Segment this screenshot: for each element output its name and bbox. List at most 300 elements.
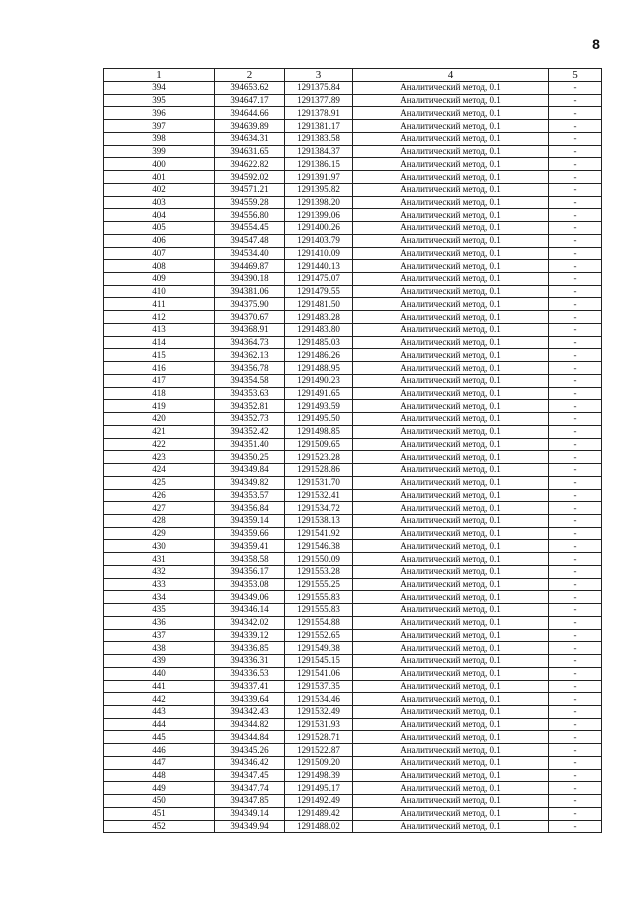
method-cell: Аналитический метод, 0.1 bbox=[353, 693, 549, 706]
y-coordinate-cell: 1291488.02 bbox=[285, 820, 353, 833]
table-row bbox=[104, 132, 602, 145]
y-coordinate-cell: 1291531.70 bbox=[285, 476, 353, 489]
point-number-cell: 430 bbox=[104, 540, 215, 553]
y-coordinate-cell: 1291555.83 bbox=[285, 591, 353, 604]
method-cell: Аналитический метод, 0.1 bbox=[353, 120, 549, 133]
method-cell: Аналитический метод, 0.1 bbox=[353, 171, 549, 184]
description-cell: - bbox=[549, 323, 602, 336]
point-number-cell: 414 bbox=[104, 336, 215, 349]
point-number-cell: 429 bbox=[104, 527, 215, 540]
method-cell: Аналитический метод, 0.1 bbox=[353, 744, 549, 757]
table-row bbox=[104, 234, 602, 247]
table-row bbox=[104, 731, 602, 744]
table-row bbox=[104, 476, 602, 489]
description-cell: - bbox=[549, 769, 602, 782]
description-cell: - bbox=[549, 705, 602, 718]
method-cell: Аналитический метод, 0.1 bbox=[353, 82, 549, 95]
y-coordinate-cell: 1291400.26 bbox=[285, 222, 353, 235]
x-coordinate-cell: 394356.84 bbox=[215, 502, 285, 515]
point-number-cell: 415 bbox=[104, 349, 215, 362]
y-coordinate-cell: 1291398.20 bbox=[285, 196, 353, 209]
y-coordinate-cell: 1291534.72 bbox=[285, 502, 353, 515]
point-number-cell: 439 bbox=[104, 655, 215, 668]
method-cell: Аналитический метод, 0.1 bbox=[353, 107, 549, 120]
x-coordinate-cell: 394592.02 bbox=[215, 171, 285, 184]
x-coordinate-cell: 394337.41 bbox=[215, 680, 285, 693]
table-row bbox=[104, 145, 602, 158]
method-cell: Аналитический метод, 0.1 bbox=[353, 285, 549, 298]
table-body bbox=[104, 82, 602, 833]
x-coordinate-cell: 394556.80 bbox=[215, 209, 285, 222]
method-cell: Аналитический метод, 0.1 bbox=[353, 820, 549, 833]
table-row bbox=[104, 171, 602, 184]
y-coordinate-cell: 1291479.55 bbox=[285, 285, 353, 298]
method-cell: Аналитический метод, 0.1 bbox=[353, 94, 549, 107]
point-number-cell: 440 bbox=[104, 667, 215, 680]
method-cell: Аналитический метод, 0.1 bbox=[353, 540, 549, 553]
y-coordinate-cell: 1291495.50 bbox=[285, 413, 353, 426]
table-row bbox=[104, 438, 602, 451]
point-number-cell: 408 bbox=[104, 260, 215, 273]
y-coordinate-cell: 1291384.37 bbox=[285, 145, 353, 158]
table-row bbox=[104, 489, 602, 502]
table-row bbox=[104, 604, 602, 617]
table-row bbox=[104, 362, 602, 375]
description-cell: - bbox=[549, 731, 602, 744]
point-number-cell: 394 bbox=[104, 82, 215, 95]
x-coordinate-cell: 394634.31 bbox=[215, 132, 285, 145]
y-coordinate-cell: 1291475.07 bbox=[285, 273, 353, 286]
description-cell: - bbox=[549, 667, 602, 680]
x-coordinate-cell: 394336.85 bbox=[215, 642, 285, 655]
point-number-cell: 405 bbox=[104, 222, 215, 235]
point-number-cell: 436 bbox=[104, 616, 215, 629]
table-row bbox=[104, 502, 602, 515]
point-number-cell: 444 bbox=[104, 718, 215, 731]
x-coordinate-cell: 394344.84 bbox=[215, 731, 285, 744]
point-number-cell: 413 bbox=[104, 323, 215, 336]
method-cell: Аналитический метод, 0.1 bbox=[353, 553, 549, 566]
y-coordinate-cell: 1291378.91 bbox=[285, 107, 353, 120]
table-row bbox=[104, 527, 602, 540]
method-cell: Аналитический метод, 0.1 bbox=[353, 349, 549, 362]
y-coordinate-cell: 1291550.09 bbox=[285, 553, 353, 566]
point-number-cell: 418 bbox=[104, 387, 215, 400]
description-cell: - bbox=[549, 374, 602, 387]
table-row bbox=[104, 107, 602, 120]
x-coordinate-cell: 394358.58 bbox=[215, 553, 285, 566]
header-row bbox=[104, 69, 602, 82]
y-coordinate-cell: 1291391.97 bbox=[285, 171, 353, 184]
description-cell: - bbox=[549, 145, 602, 158]
table-row bbox=[104, 553, 602, 566]
description-cell: - bbox=[549, 158, 602, 171]
x-coordinate-cell: 394336.53 bbox=[215, 667, 285, 680]
x-coordinate-cell: 394347.85 bbox=[215, 795, 285, 808]
description-cell: - bbox=[549, 387, 602, 400]
x-coordinate-cell: 394342.02 bbox=[215, 616, 285, 629]
x-coordinate-cell: 394336.31 bbox=[215, 655, 285, 668]
y-coordinate-cell: 1291553.28 bbox=[285, 565, 353, 578]
y-coordinate-cell: 1291538.13 bbox=[285, 514, 353, 527]
method-cell: Аналитический метод, 0.1 bbox=[353, 438, 549, 451]
method-cell: Аналитический метод, 0.1 bbox=[353, 667, 549, 680]
y-coordinate-cell: 1291534.46 bbox=[285, 693, 353, 706]
y-coordinate-cell: 1291492.49 bbox=[285, 795, 353, 808]
description-cell: - bbox=[549, 464, 602, 477]
point-number-cell: 425 bbox=[104, 476, 215, 489]
table-row bbox=[104, 311, 602, 324]
table-row bbox=[104, 642, 602, 655]
table-row bbox=[104, 183, 602, 196]
point-number-cell: 397 bbox=[104, 120, 215, 133]
x-coordinate-cell: 394390.18 bbox=[215, 273, 285, 286]
y-coordinate-cell: 1291399.06 bbox=[285, 209, 353, 222]
x-coordinate-cell: 394349.82 bbox=[215, 476, 285, 489]
x-coordinate-cell: 394339.64 bbox=[215, 693, 285, 706]
y-coordinate-cell: 1291486.26 bbox=[285, 349, 353, 362]
method-cell: Аналитический метод, 0.1 bbox=[353, 591, 549, 604]
table-row bbox=[104, 285, 602, 298]
y-coordinate-cell: 1291381.17 bbox=[285, 120, 353, 133]
description-cell: - bbox=[549, 107, 602, 120]
description-cell: - bbox=[549, 120, 602, 133]
method-cell: Аналитический метод, 0.1 bbox=[353, 731, 549, 744]
description-cell: - bbox=[549, 807, 602, 820]
table-row bbox=[104, 451, 602, 464]
y-coordinate-cell: 1291509.20 bbox=[285, 756, 353, 769]
table-row bbox=[104, 680, 602, 693]
method-cell: Аналитический метод, 0.1 bbox=[353, 336, 549, 349]
table-row bbox=[104, 413, 602, 426]
table-row bbox=[104, 616, 602, 629]
table-row bbox=[104, 629, 602, 642]
table-row bbox=[104, 298, 602, 311]
x-coordinate-cell: 394359.14 bbox=[215, 514, 285, 527]
point-number-cell: 443 bbox=[104, 705, 215, 718]
x-coordinate-cell: 394571.21 bbox=[215, 183, 285, 196]
y-coordinate-cell: 1291541.06 bbox=[285, 667, 353, 680]
point-number-cell: 442 bbox=[104, 693, 215, 706]
table-row bbox=[104, 693, 602, 706]
description-cell: - bbox=[549, 82, 602, 95]
point-number-cell: 451 bbox=[104, 807, 215, 820]
description-cell: - bbox=[549, 502, 602, 515]
y-coordinate-cell: 1291537.35 bbox=[285, 680, 353, 693]
description-cell: - bbox=[549, 451, 602, 464]
x-coordinate-cell: 394559.28 bbox=[215, 196, 285, 209]
method-cell: Аналитический метод, 0.1 bbox=[353, 400, 549, 413]
method-cell: Аналитический метод, 0.1 bbox=[353, 260, 549, 273]
table-row bbox=[104, 820, 602, 833]
point-number-cell: 416 bbox=[104, 362, 215, 375]
description-cell: - bbox=[549, 527, 602, 540]
point-number-cell: 431 bbox=[104, 553, 215, 566]
table-row bbox=[104, 578, 602, 591]
point-number-cell: 448 bbox=[104, 769, 215, 782]
x-coordinate-cell: 394339.12 bbox=[215, 629, 285, 642]
description-cell: - bbox=[549, 476, 602, 489]
y-coordinate-cell: 1291403.79 bbox=[285, 234, 353, 247]
point-number-cell: 417 bbox=[104, 374, 215, 387]
method-cell: Аналитический метод, 0.1 bbox=[353, 680, 549, 693]
point-number-cell: 434 bbox=[104, 591, 215, 604]
y-coordinate-cell: 1291555.25 bbox=[285, 578, 353, 591]
y-coordinate-cell: 1291532.49 bbox=[285, 705, 353, 718]
x-coordinate-cell: 394352.42 bbox=[215, 425, 285, 438]
description-cell: - bbox=[549, 438, 602, 451]
method-cell: Аналитический метод, 0.1 bbox=[353, 387, 549, 400]
method-cell: Аналитический метод, 0.1 bbox=[353, 362, 549, 375]
point-number-cell: 420 bbox=[104, 413, 215, 426]
x-coordinate-cell: 394345.26 bbox=[215, 744, 285, 757]
table-row bbox=[104, 425, 602, 438]
table-row bbox=[104, 82, 602, 95]
y-coordinate-cell: 1291528.71 bbox=[285, 731, 353, 744]
method-cell: Аналитический метод, 0.1 bbox=[353, 273, 549, 286]
description-cell: - bbox=[549, 222, 602, 235]
point-number-cell: 447 bbox=[104, 756, 215, 769]
x-coordinate-cell: 394359.66 bbox=[215, 527, 285, 540]
table-row bbox=[104, 655, 602, 668]
point-number-cell: 419 bbox=[104, 400, 215, 413]
description-cell: - bbox=[549, 234, 602, 247]
x-coordinate-cell: 394353.57 bbox=[215, 489, 285, 502]
point-number-cell: 428 bbox=[104, 514, 215, 527]
description-cell: - bbox=[549, 680, 602, 693]
x-coordinate-cell: 394631.65 bbox=[215, 145, 285, 158]
y-coordinate-cell: 1291489.42 bbox=[285, 807, 353, 820]
point-number-cell: 452 bbox=[104, 820, 215, 833]
description-cell: - bbox=[549, 642, 602, 655]
y-coordinate-cell: 1291485.03 bbox=[285, 336, 353, 349]
point-number-cell: 402 bbox=[104, 183, 215, 196]
description-cell: - bbox=[549, 718, 602, 731]
table-row bbox=[104, 540, 602, 553]
method-cell: Аналитический метод, 0.1 bbox=[353, 489, 549, 502]
point-number-cell: 404 bbox=[104, 209, 215, 222]
point-number-cell: 406 bbox=[104, 234, 215, 247]
method-cell: Аналитический метод, 0.1 bbox=[353, 718, 549, 731]
y-coordinate-cell: 1291555.83 bbox=[285, 604, 353, 617]
y-coordinate-cell: 1291490.23 bbox=[285, 374, 353, 387]
header-cell-x: 2 bbox=[215, 69, 285, 82]
y-coordinate-cell: 1291545.15 bbox=[285, 655, 353, 668]
y-coordinate-cell: 1291546.38 bbox=[285, 540, 353, 553]
description-cell: - bbox=[549, 132, 602, 145]
table-row bbox=[104, 387, 602, 400]
point-number-cell: 409 bbox=[104, 273, 215, 286]
method-cell: Аналитический метод, 0.1 bbox=[353, 323, 549, 336]
table-row bbox=[104, 273, 602, 286]
description-cell: - bbox=[549, 604, 602, 617]
description-cell: - bbox=[549, 782, 602, 795]
table-row bbox=[104, 158, 602, 171]
y-coordinate-cell: 1291549.38 bbox=[285, 642, 353, 655]
x-coordinate-cell: 394359.41 bbox=[215, 540, 285, 553]
table-row bbox=[104, 400, 602, 413]
x-coordinate-cell: 394346.42 bbox=[215, 756, 285, 769]
method-cell: Аналитический метод, 0.1 bbox=[353, 222, 549, 235]
y-coordinate-cell: 1291440.13 bbox=[285, 260, 353, 273]
point-number-cell: 424 bbox=[104, 464, 215, 477]
table-row bbox=[104, 94, 602, 107]
point-number-cell: 411 bbox=[104, 298, 215, 311]
table-row bbox=[104, 807, 602, 820]
method-cell: Аналитический метод, 0.1 bbox=[353, 769, 549, 782]
y-coordinate-cell: 1291522.87 bbox=[285, 744, 353, 757]
table-row bbox=[104, 336, 602, 349]
table-row bbox=[104, 744, 602, 757]
description-cell: - bbox=[549, 94, 602, 107]
description-cell: - bbox=[549, 260, 602, 273]
point-number-cell: 446 bbox=[104, 744, 215, 757]
table-row bbox=[104, 374, 602, 387]
method-cell: Аналитический метод, 0.1 bbox=[353, 209, 549, 222]
table-row bbox=[104, 718, 602, 731]
x-coordinate-cell: 394469.87 bbox=[215, 260, 285, 273]
y-coordinate-cell: 1291523.28 bbox=[285, 451, 353, 464]
x-coordinate-cell: 394353.08 bbox=[215, 578, 285, 591]
point-number-cell: 412 bbox=[104, 311, 215, 324]
point-number-cell: 433 bbox=[104, 578, 215, 591]
page-number: 8 bbox=[592, 36, 600, 52]
header-cell-point-number: 1 bbox=[104, 69, 215, 82]
point-number-cell: 400 bbox=[104, 158, 215, 171]
x-coordinate-cell: 394354.58 bbox=[215, 374, 285, 387]
y-coordinate-cell: 1291554.88 bbox=[285, 616, 353, 629]
description-cell: - bbox=[549, 336, 602, 349]
point-number-cell: 395 bbox=[104, 94, 215, 107]
method-cell: Аналитический метод, 0.1 bbox=[353, 514, 549, 527]
x-coordinate-cell: 394352.73 bbox=[215, 413, 285, 426]
description-cell: - bbox=[549, 744, 602, 757]
coordinates-table bbox=[103, 68, 602, 833]
y-coordinate-cell: 1291410.09 bbox=[285, 247, 353, 260]
y-coordinate-cell: 1291493.59 bbox=[285, 400, 353, 413]
x-coordinate-cell: 394653.62 bbox=[215, 82, 285, 95]
x-coordinate-cell: 394639.89 bbox=[215, 120, 285, 133]
method-cell: Аналитический метод, 0.1 bbox=[353, 145, 549, 158]
method-cell: Аналитический метод, 0.1 bbox=[353, 298, 549, 311]
description-cell: - bbox=[549, 311, 602, 324]
description-cell: - bbox=[549, 209, 602, 222]
point-number-cell: 396 bbox=[104, 107, 215, 120]
x-coordinate-cell: 394647.17 bbox=[215, 94, 285, 107]
y-coordinate-cell: 1291377.89 bbox=[285, 94, 353, 107]
table-row bbox=[104, 464, 602, 477]
description-cell: - bbox=[549, 629, 602, 642]
x-coordinate-cell: 394370.67 bbox=[215, 311, 285, 324]
table-row bbox=[104, 323, 602, 336]
description-cell: - bbox=[549, 285, 602, 298]
description-cell: - bbox=[549, 273, 602, 286]
method-cell: Аналитический метод, 0.1 bbox=[353, 807, 549, 820]
description-cell: - bbox=[549, 400, 602, 413]
point-number-cell: 422 bbox=[104, 438, 215, 451]
y-coordinate-cell: 1291541.92 bbox=[285, 527, 353, 540]
description-cell: - bbox=[549, 693, 602, 706]
method-cell: Аналитический метод, 0.1 bbox=[353, 565, 549, 578]
description-cell: - bbox=[549, 247, 602, 260]
x-coordinate-cell: 394353.63 bbox=[215, 387, 285, 400]
y-coordinate-cell: 1291488.95 bbox=[285, 362, 353, 375]
y-coordinate-cell: 1291531.93 bbox=[285, 718, 353, 731]
method-cell: Аналитический метод, 0.1 bbox=[353, 132, 549, 145]
description-cell: - bbox=[549, 298, 602, 311]
description-cell: - bbox=[549, 171, 602, 184]
table-row bbox=[104, 667, 602, 680]
point-number-cell: 432 bbox=[104, 565, 215, 578]
description-cell: - bbox=[549, 196, 602, 209]
description-cell: - bbox=[549, 756, 602, 769]
method-cell: Аналитический метод, 0.1 bbox=[353, 247, 549, 260]
x-coordinate-cell: 394349.06 bbox=[215, 591, 285, 604]
table-row bbox=[104, 591, 602, 604]
description-cell: - bbox=[549, 565, 602, 578]
description-cell: - bbox=[549, 553, 602, 566]
point-number-cell: 438 bbox=[104, 642, 215, 655]
y-coordinate-cell: 1291483.28 bbox=[285, 311, 353, 324]
header-cell-y: 3 bbox=[285, 69, 353, 82]
method-cell: Аналитический метод, 0.1 bbox=[353, 196, 549, 209]
header-cell-description: 5 bbox=[549, 69, 602, 82]
method-cell: Аналитический метод, 0.1 bbox=[353, 311, 549, 324]
method-cell: Аналитический метод, 0.1 bbox=[353, 756, 549, 769]
x-coordinate-cell: 394349.94 bbox=[215, 820, 285, 833]
method-cell: Аналитический метод, 0.1 bbox=[353, 795, 549, 808]
method-cell: Аналитический метод, 0.1 bbox=[353, 464, 549, 477]
x-coordinate-cell: 394346.14 bbox=[215, 604, 285, 617]
y-coordinate-cell: 1291383.58 bbox=[285, 132, 353, 145]
y-coordinate-cell: 1291375.84 bbox=[285, 82, 353, 95]
point-number-cell: 423 bbox=[104, 451, 215, 464]
x-coordinate-cell: 394349.84 bbox=[215, 464, 285, 477]
description-cell: - bbox=[549, 655, 602, 668]
method-cell: Аналитический метод, 0.1 bbox=[353, 629, 549, 642]
method-cell: Аналитический метод, 0.1 bbox=[353, 158, 549, 171]
method-cell: Аналитический метод, 0.1 bbox=[353, 502, 549, 515]
description-cell: - bbox=[549, 514, 602, 527]
x-coordinate-cell: 394350.25 bbox=[215, 451, 285, 464]
y-coordinate-cell: 1291481.50 bbox=[285, 298, 353, 311]
point-number-cell: 407 bbox=[104, 247, 215, 260]
description-cell: - bbox=[549, 820, 602, 833]
x-coordinate-cell: 394356.78 bbox=[215, 362, 285, 375]
y-coordinate-cell: 1291509.65 bbox=[285, 438, 353, 451]
x-coordinate-cell: 394644.66 bbox=[215, 107, 285, 120]
method-cell: Аналитический метод, 0.1 bbox=[353, 234, 549, 247]
description-cell: - bbox=[549, 591, 602, 604]
table-row bbox=[104, 756, 602, 769]
method-cell: Аналитический метод, 0.1 bbox=[353, 451, 549, 464]
description-cell: - bbox=[549, 183, 602, 196]
header-cell-method: 4 bbox=[353, 69, 549, 82]
method-cell: Аналитический метод, 0.1 bbox=[353, 476, 549, 489]
table-row bbox=[104, 196, 602, 209]
x-coordinate-cell: 394351.40 bbox=[215, 438, 285, 451]
y-coordinate-cell: 1291386.15 bbox=[285, 158, 353, 171]
point-number-cell: 399 bbox=[104, 145, 215, 158]
table-row bbox=[104, 222, 602, 235]
y-coordinate-cell: 1291395.82 bbox=[285, 183, 353, 196]
method-cell: Аналитический метод, 0.1 bbox=[353, 183, 549, 196]
x-coordinate-cell: 394554.45 bbox=[215, 222, 285, 235]
method-cell: Аналитический метод, 0.1 bbox=[353, 413, 549, 426]
x-coordinate-cell: 394364.73 bbox=[215, 336, 285, 349]
point-number-cell: 435 bbox=[104, 604, 215, 617]
point-number-cell: 437 bbox=[104, 629, 215, 642]
